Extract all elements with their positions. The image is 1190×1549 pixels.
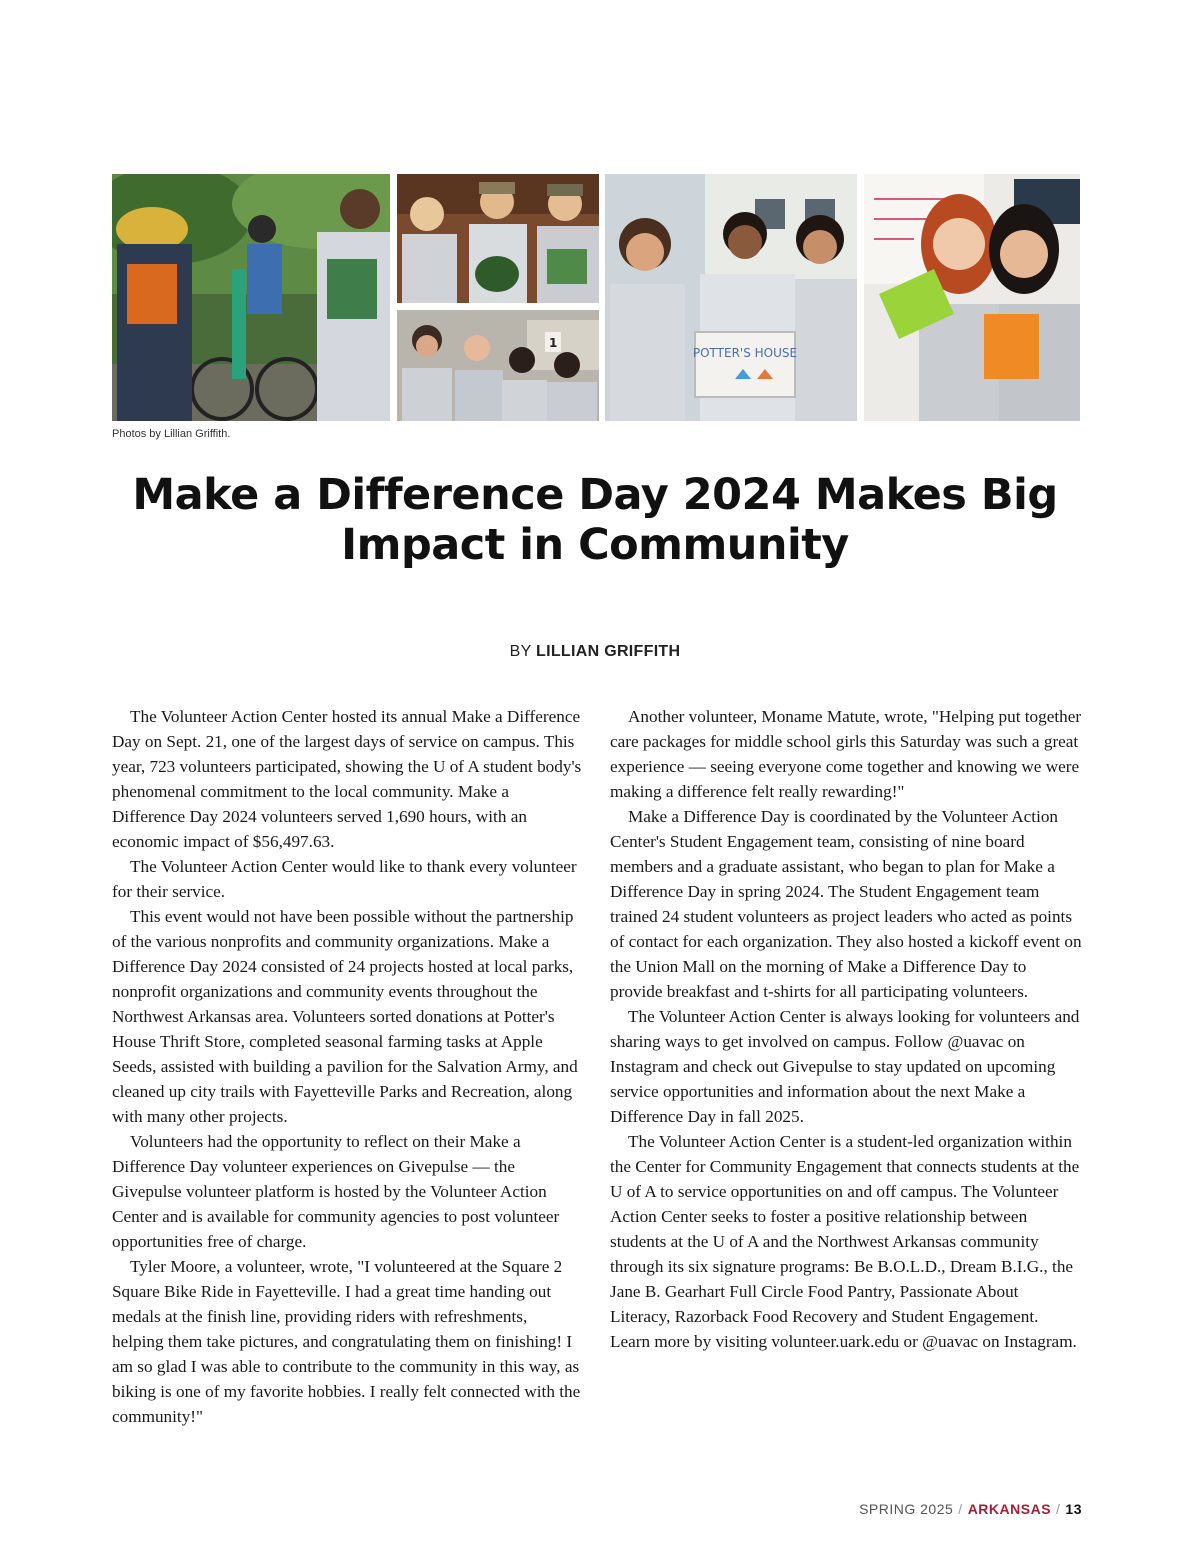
photo-potters-house-image: [605, 174, 857, 421]
photo-group-volunteers-image: [397, 310, 599, 421]
article-byline: [0, 643, 1190, 661]
photo-group-volunteers: [397, 310, 599, 421]
photo-farm-volunteers-image: [397, 174, 599, 303]
page-footer: [859, 1501, 1082, 1517]
photo-care-packages: [864, 174, 1080, 421]
paragraph: The Volunteer Action Center hosted its annual Make a Difference Day on Sept. 21, one of the largest days of service on campus. This year, 723 volunteers participated, showing the U of A student body's phenomenal commitment to the local community. Make a Difference Day 2024 volunteers served 1,690 hours, with an economic impact of $56,497.63.: [112, 707, 582, 851]
article-right-column: [610, 704, 1082, 1354]
footer-publication: ARKANSAS: [967, 1501, 1052, 1517]
paragraph: This event would not have been possible without the partnership of the various nonprofits and community organizations. Make a Difference Day 2024 consisted of 24 projects hosted at local parks, nonprofit organizations and community events throughout the Northwest Arkansas area. Volunteers sorted donations at Potter's House Thrift Store, completed seasonal farming tasks at Apple Seeds, assisted with building a pavilion for the Salvation Army, and cleaned up city trails with Fayetteville Parks and Recreation, along with many other projects.: [112, 907, 578, 1126]
byline-prefix: BY: [509, 643, 532, 660]
footer-season: SPRING 2025: [859, 1501, 954, 1517]
paragraph: Another volunteer, Moname Matute, wrote, "Helping put together care packages for middle school girls this Saturday was such a great experience — seeing everyone come together and knowing we were making a difference felt really rewarding!": [610, 707, 1082, 801]
photo-potters-house: [605, 174, 857, 421]
photo-farm-volunteers: [397, 174, 599, 303]
photo-caption: Photos by Lillian Griffith.: [112, 428, 231, 440]
article-left-column: [112, 704, 582, 1429]
footer-page-number: 13: [1065, 1501, 1082, 1517]
footer-separator: /: [958, 1501, 963, 1517]
paragraph: The Volunteer Action Center is always looking for volunteers and sharing ways to get involved on campus. Follow @uavac on Instagram and check out Givepulse to stay updated on upcoming service opportunities and information about the next Make a Difference Day in fall 2025.: [610, 1007, 1080, 1126]
paragraph: Tyler Moore, a volunteer, wrote, "I volunteered at the Square 2 Square Bike Ride in Fayetteville. I had a great time handing out medals at the finish line, providing riders with refreshments, helping them take pictures, and congratulating them on finishing! I am so glad I was able to contribute to the community in this way, as biking is one of my favorite hobbies. I really felt connected with the community!": [112, 1257, 581, 1426]
paragraph: Volunteers had the opportunity to reflect on their Make a Difference Day volunteer experiences on Givepulse — the Givepulse volunteer platform is hosted by the Volunteer Action Center and is available for community agencies to post volunteer opportunities free of charge.: [112, 1132, 560, 1251]
article-headline: Make a Difference Day 2024 Makes Big Impact in Community: [132, 470, 1058, 570]
paragraph: Make a Difference Day is coordinated by the Volunteer Action Center's Student Engagement team, consisting of nine board members and a graduate assistant, who began to plan for Make a Difference Day in spring 2024. The Student Engagement team trained 24 student volunteers as project leaders who acted as points of contact for each organization. They also hosted a kickoff event on the Union Mall on the morning of Make a Difference Day to provide breakfast and t-shirts for all participating volunteers.: [610, 807, 1082, 1001]
paragraph: The Volunteer Action Center would like to thank every volunteer for their service.: [112, 857, 577, 901]
photo-bike-ride-image: [112, 174, 390, 421]
footer-separator: /: [1056, 1501, 1061, 1517]
paragraph: The Volunteer Action Center is a student-led organization within the Center for Community Engagement that connects students at the U of A to service opportunities on and off campus. The Volunteer Action Center seeks to foster a positive relationship between students at the U of A and the Northwest Arkansas community through its six signature programs: Be B.O.L.D., Dream B.I.G., the Jane B. Gearhart Full Circle Food Pantry, Passionate About Literacy, Razorback Food Recovery and Student Engagement. Learn more by visiting volunteer.uark.edu or @uavac on Instagram.: [610, 1132, 1080, 1351]
photo-care-packages-image: [864, 174, 1080, 421]
byline-author: LILLIAN GRIFFITH: [536, 643, 681, 660]
svg-text:1: 1: [549, 336, 558, 350]
photo-bike-ride: [112, 174, 390, 421]
potters-house-sign-text: POTTER'S HOUSE: [692, 346, 798, 360]
